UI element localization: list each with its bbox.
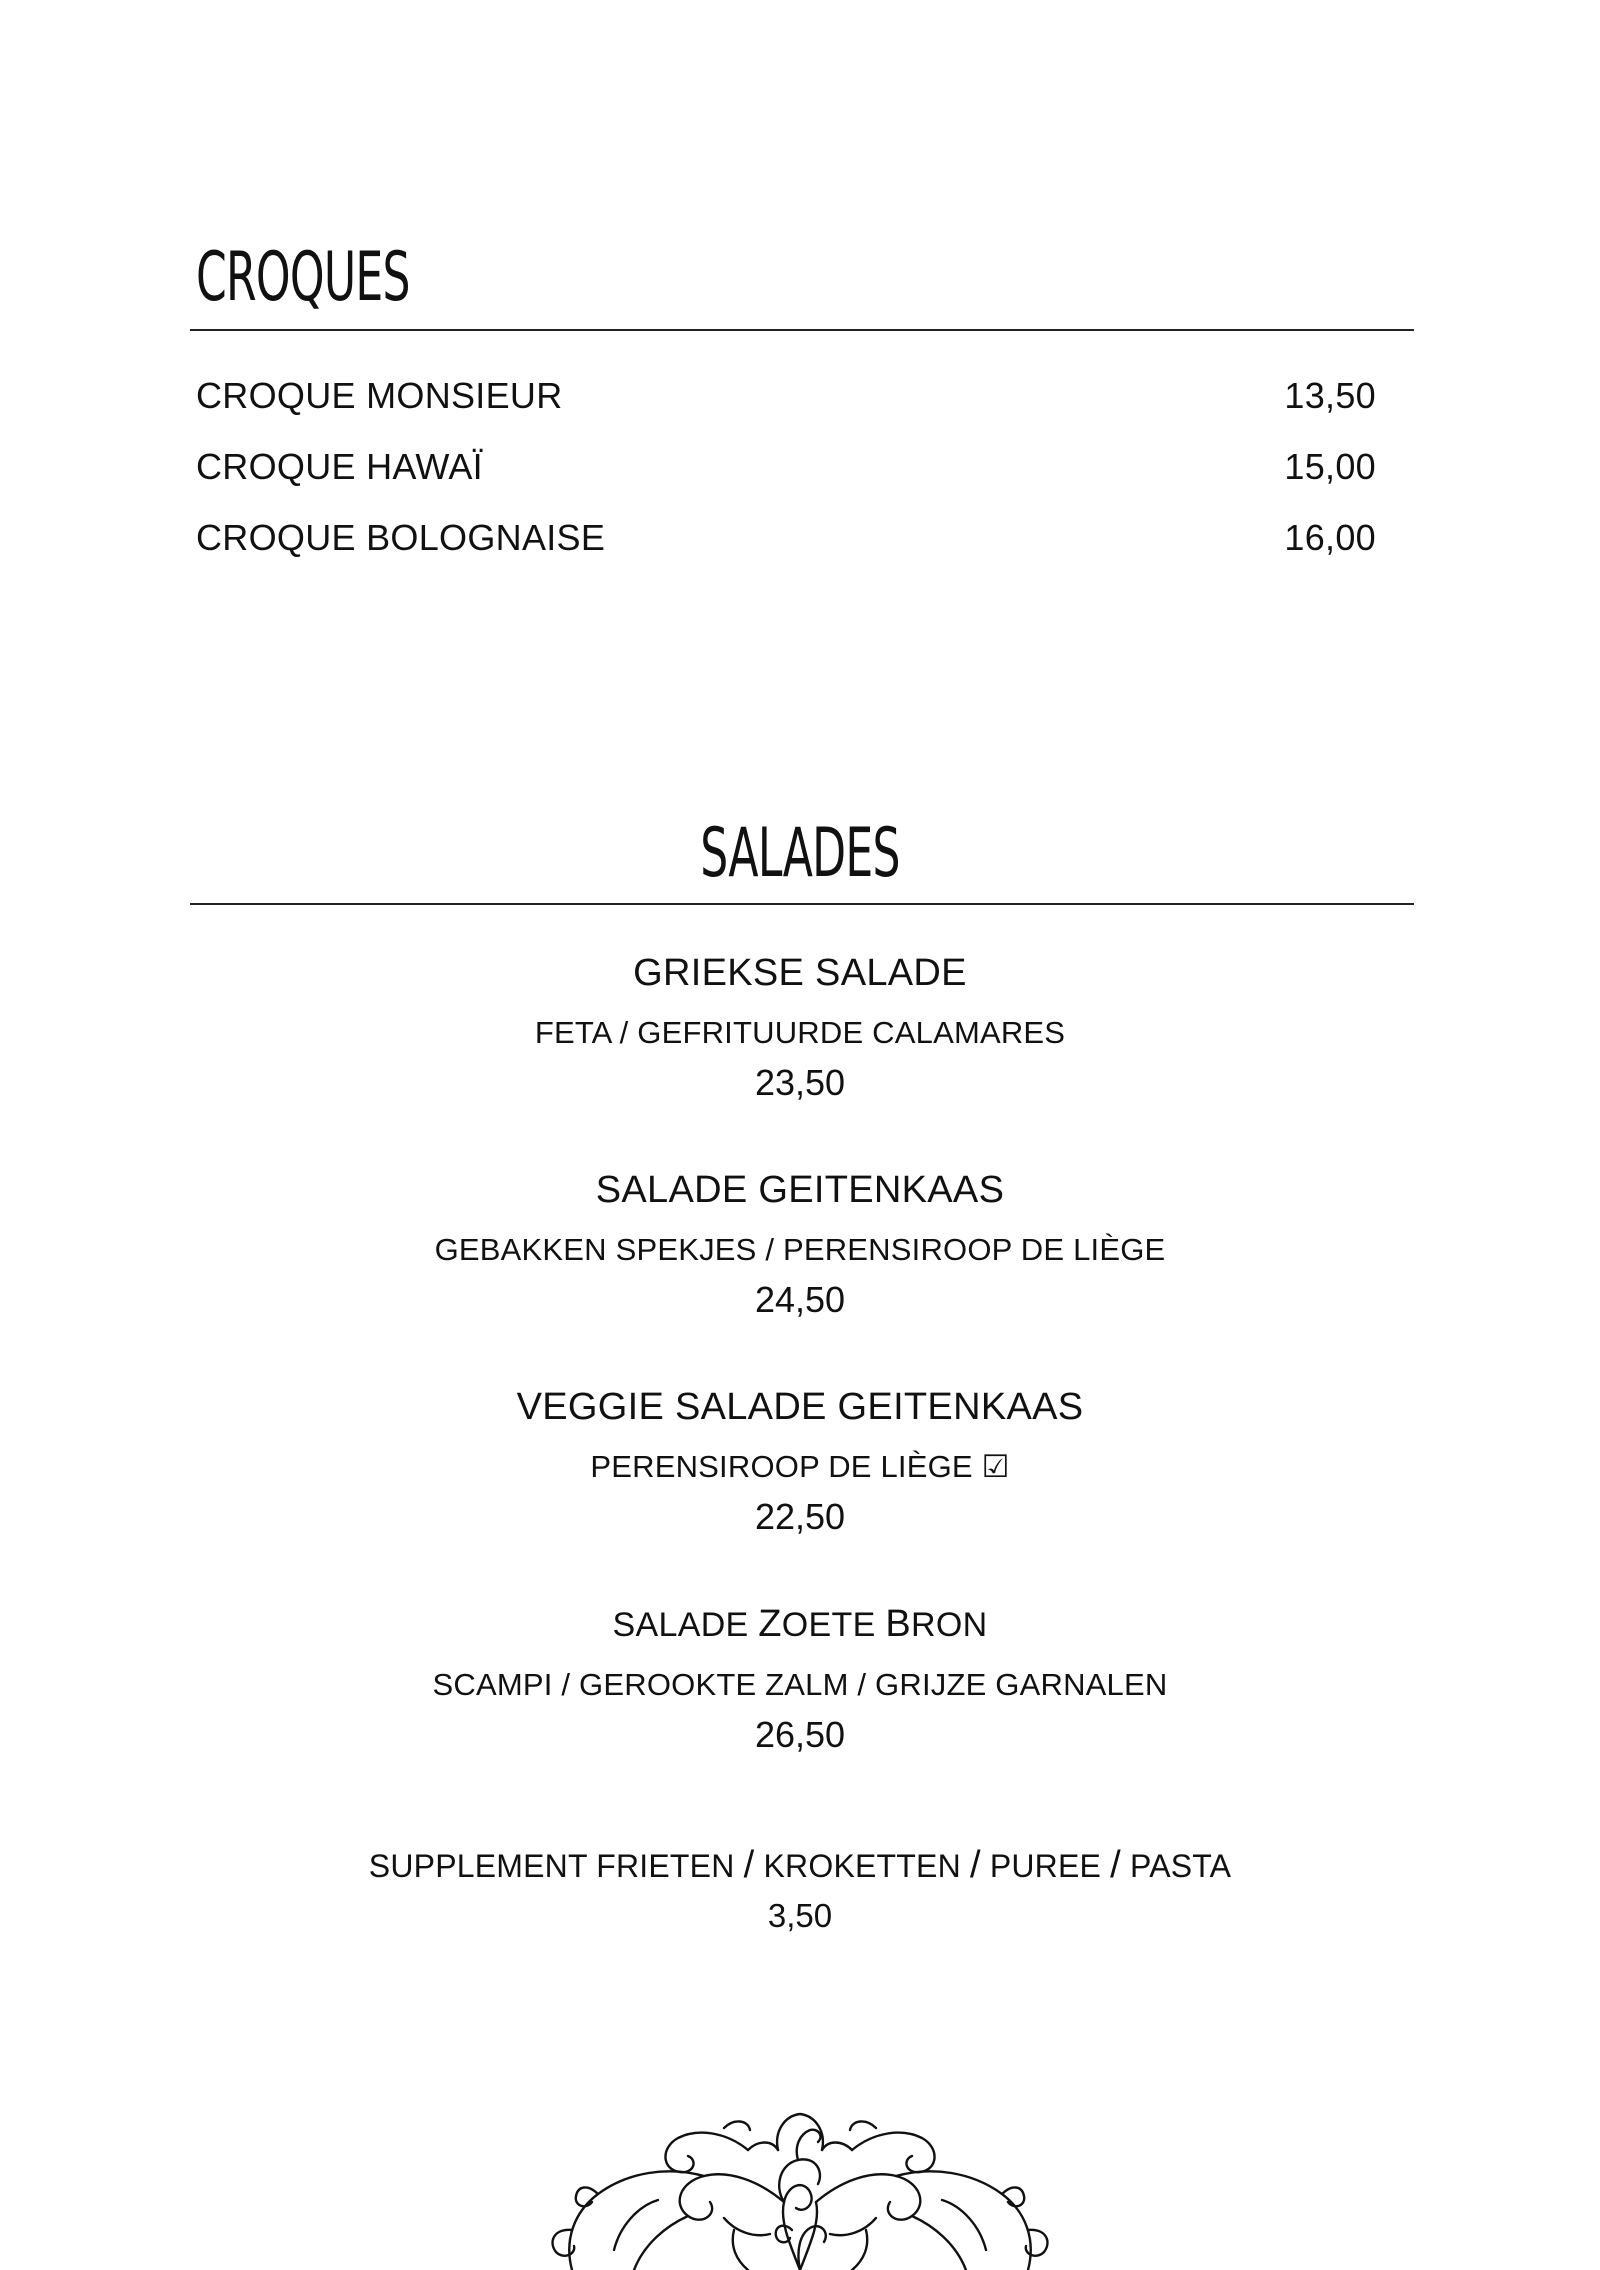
item-name: CROQUE HAWAÏ (196, 446, 483, 487)
menu-item-croque-hawai (196, 446, 1376, 517)
menu-item-croque-bolognaise (196, 517, 1376, 588)
item-description: GEBAKKEN SPEKJES / PERENSIROOP DE LIÈGE (434, 1232, 1166, 1267)
item-price: 26,50 (754, 1714, 846, 1755)
item-price: 15,00 (1284, 446, 1376, 487)
croques-heading: CROQUES (196, 238, 410, 317)
supplement-note (0, 1845, 1600, 1936)
item-name: CROQUE BOLOGNAISE (196, 517, 606, 558)
menu-item-salade-geitenkaas (0, 1168, 1600, 1320)
item-name: GRIEKSE SALADE (633, 952, 967, 994)
item-description: PERENSIROOP DE LIÈGE ☑ (590, 1449, 1010, 1484)
menu-item-croque-monsieur (196, 375, 1376, 446)
salades-divider (190, 903, 1414, 905)
croques-divider (190, 329, 1414, 331)
supplement-price: 3,50 (767, 1897, 833, 1934)
salades-heading: SALADES (700, 814, 900, 893)
item-price: 16,00 (1284, 517, 1376, 558)
baroque-ornament-icon (548, 2110, 1052, 2270)
menu-item-salade-zoete-bron (0, 1602, 1600, 1755)
croques-list (196, 375, 1376, 588)
menu-item-veggie-salade-geitenkaas (0, 1385, 1600, 1537)
item-price: 22,50 (754, 1496, 846, 1537)
menu-item-griekse-salade (0, 951, 1600, 1103)
supplement-text: SUPPLEMENT FRIETEN / KROKETTEN / PUREE / PASTA (368, 1844, 1232, 1886)
item-description: FETA / GEFRITUURDE CALAMARES (534, 1015, 1066, 1050)
item-price: 13,50 (1284, 375, 1376, 416)
item-price: 23,50 (754, 1062, 846, 1103)
item-name: CROQUE MONSIEUR (196, 375, 563, 416)
item-name: SALADE ZOETE BRON (612, 1603, 988, 1645)
item-name: VEGGIE SALADE GEITENKAAS (516, 1386, 1084, 1428)
item-price: 24,50 (754, 1279, 846, 1320)
item-description: SCAMPI / GEROOKTE ZALM / GRIJZE GARNALEN (432, 1667, 1168, 1702)
item-name: SALADE GEITENKAAS (595, 1169, 1005, 1211)
